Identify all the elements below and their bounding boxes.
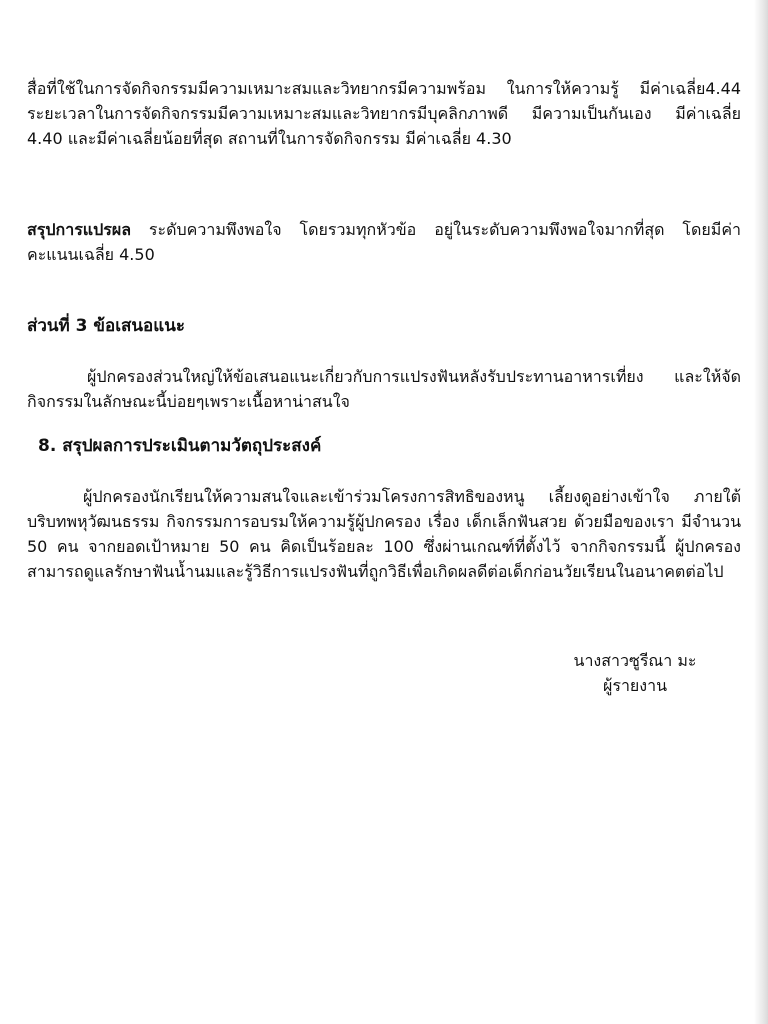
objective-summary-paragraph bbox=[27, 484, 741, 584]
results-text: สื่อที่ใช้ในการจัดกิจกรรมมีความเหมาะสมและวิทยากรมีความพร้อม ในการให้ความรู้ มีค่าเฉลี่ย4.44 ระยะเวลาในการจัดกิจกรรมมีความเหมาะสมและวิทยากรมีบุคลิกภาพดี มีความเป็นกันเอง มีค่าเฉลี่ย 4.40 และมีค่าเฉลี่ยน้อยที่สุด สถานที่ในการจัดกิจกรรม มีค่าเฉลี่ย 4.30 bbox=[27, 79, 741, 148]
section-3-heading: ส่วนที่ 3 ข้อเสนอแนะ bbox=[27, 316, 185, 336]
section-8-heading: 8. สรุปผลการประเมินตามวัตถุประสงค์ bbox=[38, 436, 322, 456]
objective-summary-text: ผู้ปกครองนักเรียนให้ความสนใจและเข้าร่วมโครงการสิทธิของหนู เลี้ยงดูอย่างเข้าใจ ภายใต้บริบทพหุวัฒนธรรม กิจกรรมการอบรมให้ความรู้ผู้ปกครอง เรื่อง เด็กเล็กฟันสวย ด้วยมือของเรา มีจำนวน 50 คน จากยอดเป้าหมาย 50 คน คิดเป็นร้อยละ 100 ซึ่งผ่านเกณฑ์ที่ตั้งไว้ จากกิจกรรมนี้ ผู้ปกครองสามารถดูแลรักษาฟันน้ำนมและรู้วิธีการแปรงฟันที่ถูกวิธีเพื่อเกิดผลดีต่อเด็กก่อนวัยเรียนในอนาคตต่อไป bbox=[27, 487, 741, 581]
page-edge-shadow bbox=[754, 0, 768, 1024]
summary-label: สรุปการแปรผล bbox=[27, 220, 132, 239]
signature-block bbox=[540, 648, 730, 698]
suggestions-text: ผู้ปกครองส่วนใหญ่ให้ข้อเสนอแนะเกี่ยวกับการแปรงฟันหลังรับประทานอาหารเที่ยง และให้จัดกิจกรรมในลักษณะนี้บ่อยๆเพราะเนื้อหาน่าสนใจ bbox=[27, 367, 741, 411]
suggestions-paragraph bbox=[27, 364, 741, 414]
reporter-role: ผู้รายงาน bbox=[602, 676, 668, 695]
summary-paragraph bbox=[27, 217, 741, 267]
results-paragraph bbox=[27, 76, 741, 151]
summary-text: ระดับความพึงพอใจ โดยรวมทุกหัวข้อ อยู่ในระดับความพึงพอใจมากที่สุด โดยมีค่าคะแนนเฉลี่ย 4.50 bbox=[27, 220, 741, 264]
reporter-name: นางสาวซูรีณา มะ bbox=[573, 651, 697, 670]
